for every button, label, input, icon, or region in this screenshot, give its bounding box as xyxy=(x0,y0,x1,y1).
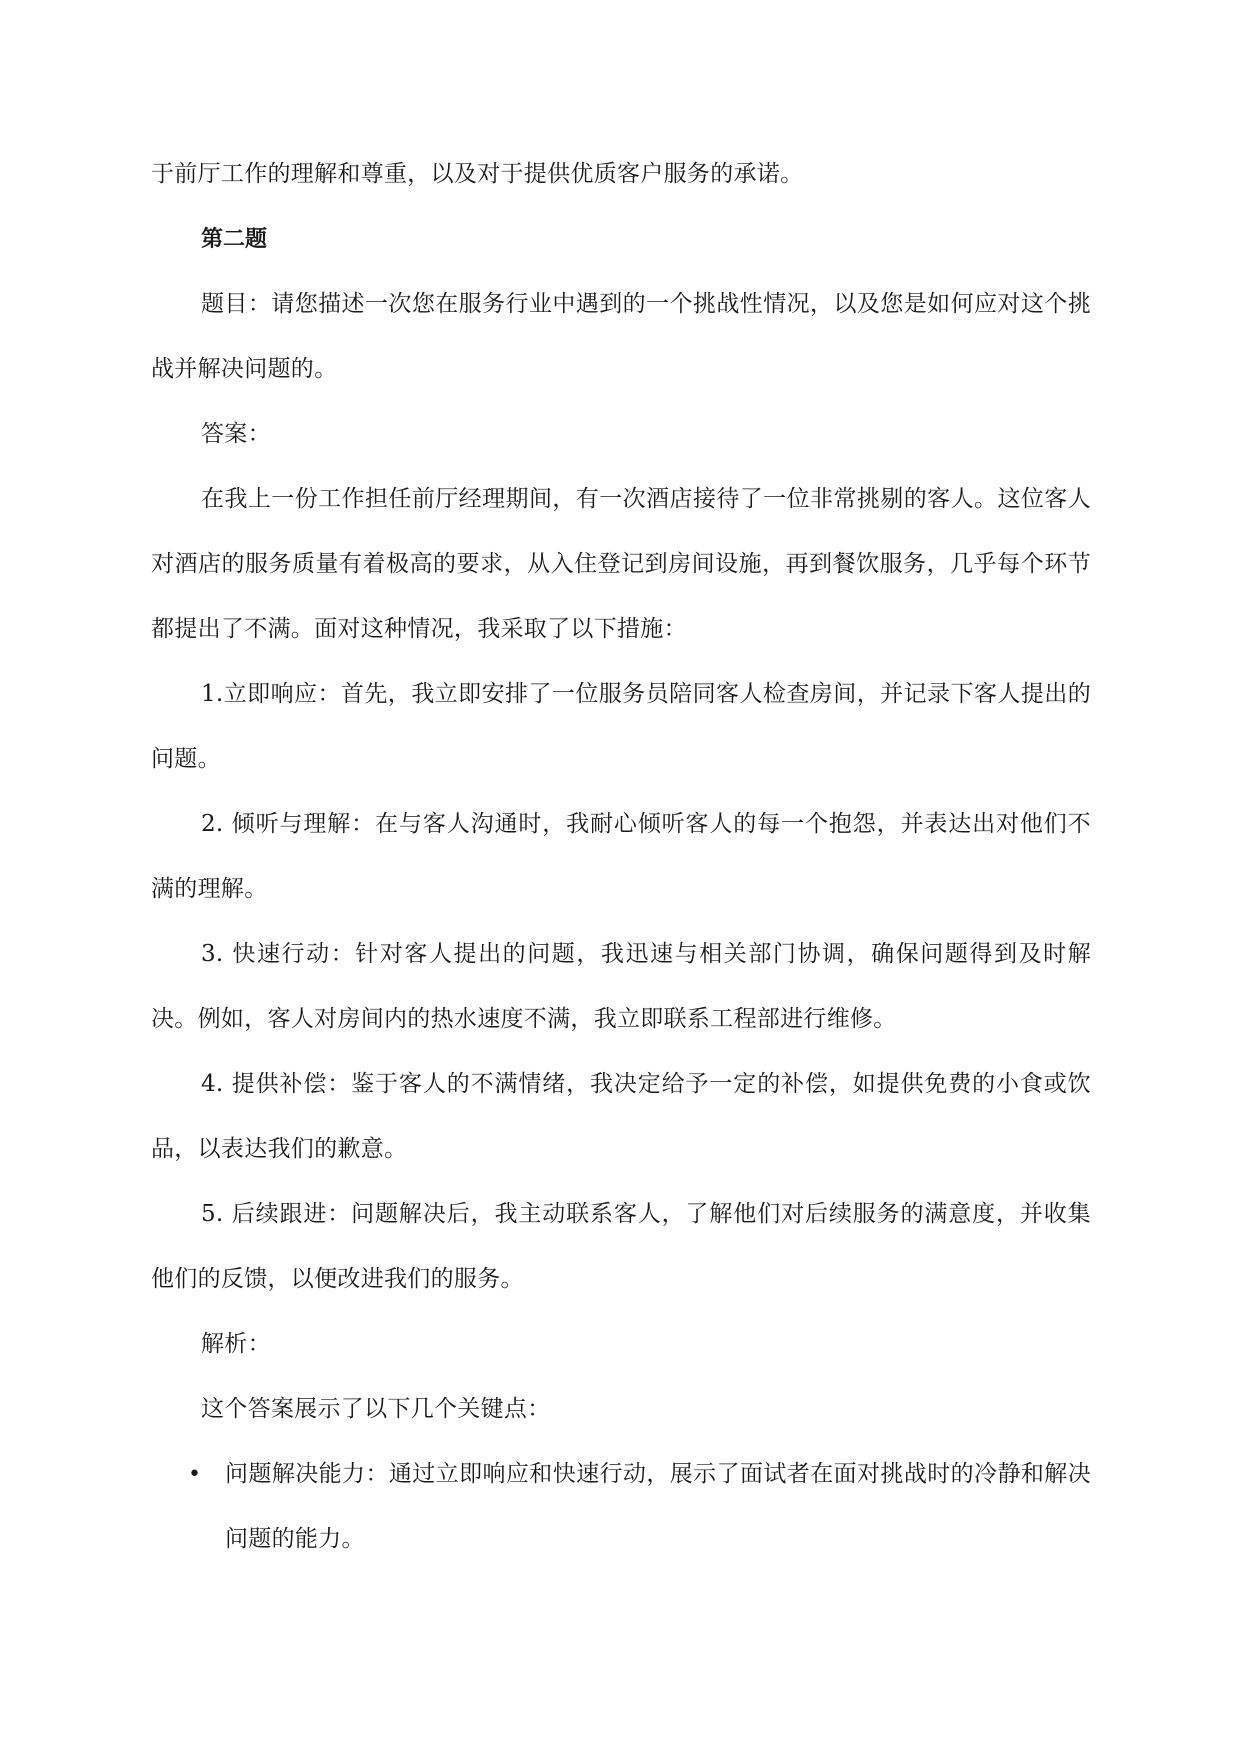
question-text: 题目：请您描述一次您在服务行业中遇到的一个挑战性情况，以及您是如何应对这个挑战并解决问题的。 xyxy=(151,291,1091,382)
answer-step-5: 5. 后续跟进：问题解决后，我主动联系客人，了解他们对后续服务的满意度，并收集他们的反馈，以便改进我们的服务。 xyxy=(151,1201,1091,1292)
section-title: 第二题 xyxy=(201,227,268,252)
answer-intro: 在我上一份工作担任前厅经理期间，有一次酒店接待了一位非常挑剔的客人。这位客人对酒店的服务质量有着极高的要求，从入住登记到房间设施，再到餐饮服务，几乎每个环节都提出了不满。面对这种情况，我采取了以下措施： xyxy=(151,486,1091,642)
answer-step-2: 2. 倾听与理解：在与客人沟通时，我耐心倾听客人的每一个抱怨，并表达出对他们不满的理解。 xyxy=(151,811,1091,902)
bullet-icon: • xyxy=(188,1462,202,1487)
analysis-intro: 这个答案展示了以下几个关键点： xyxy=(201,1396,551,1422)
document-page xyxy=(151,142,1091,1572)
analysis-label: 解析： xyxy=(201,1331,271,1357)
answer-step-3: 3. 快速行动：针对客人提出的问题，我迅速与相关部门协调，确保问题得到及时解决。例如，客人对房间内的热水速度不满，我立即联系工程部进行维修。 xyxy=(151,941,1091,1032)
analysis-bullet-item xyxy=(151,1442,1091,1572)
analysis-bullet-text: 问题解决能力：通过立即响应和快速行动，展示了面试者在面对挑战时的冷静和解决问题的能力。 xyxy=(225,1461,1091,1552)
intro-continuation: 于前厅工作的理解和尊重，以及对于提供优质客户服务的承诺。 xyxy=(151,161,804,187)
answer-step-1: 1.立即响应：首先，我立即安排了一位服务员陪同客人检查房间，并记录下客人提出的问题。 xyxy=(151,681,1091,772)
answer-step-4: 4. 提供补偿：鉴于客人的不满情绪，我决定给予一定的补偿，如提供免费的小食或饮品，以表达我们的歉意。 xyxy=(151,1071,1091,1162)
answer-label: 答案： xyxy=(201,421,271,447)
